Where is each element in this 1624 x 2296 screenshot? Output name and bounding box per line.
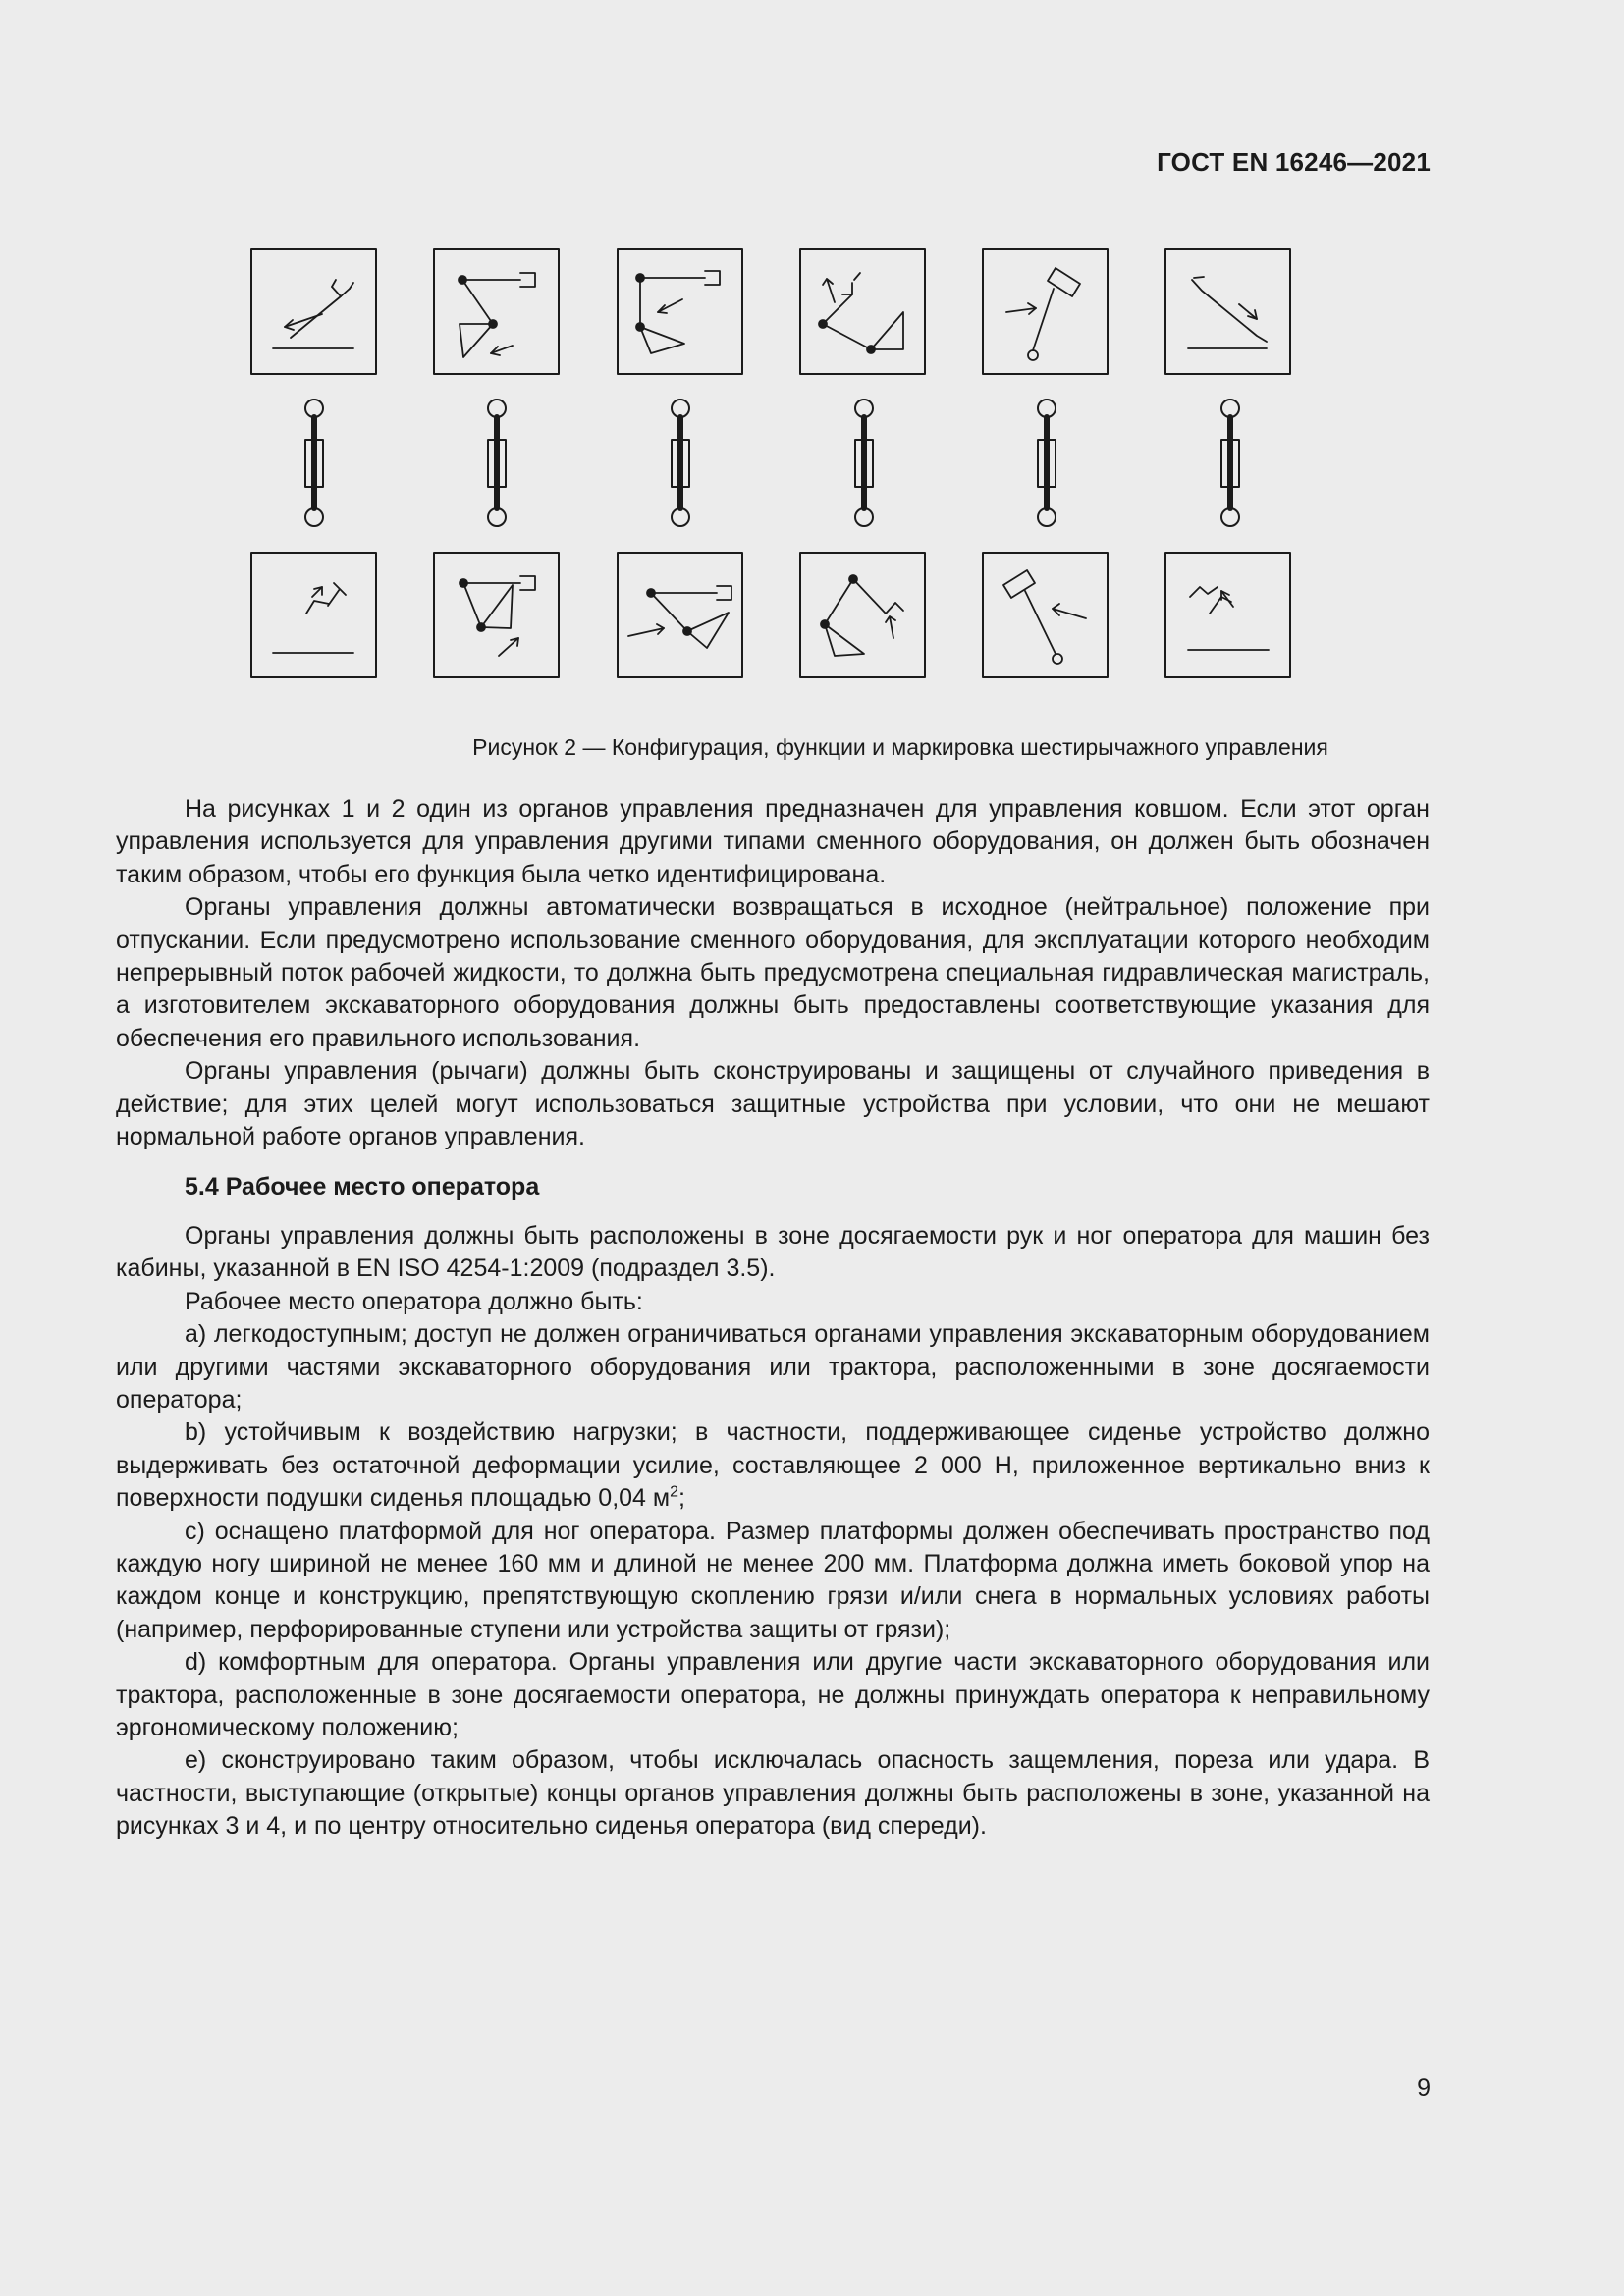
list-item-e: e) сконструировано таким образом, чтобы исключалась опасность защемления, пореза или удара. В частности, выступающие (открытые) концы органов управления должны быть расположены в зоне, указанной на рисунках 3 и 4, и по центру относительно сиденья оператора (вид спереди). <box>116 1746 1430 1841</box>
bottom-icon-6 <box>1165 553 1290 677</box>
top-icon-1 <box>251 249 376 374</box>
paragraph-3: Органы управления (рычаги) должны быть сконструированы и защищены от случайного приведения в действие; для этих целей могут использоваться защитные устройства при условии, что они не мешают нормальной работе органов управления. <box>116 1057 1430 1151</box>
bottom-icon-4 <box>800 553 925 677</box>
page-number: 9 <box>1417 2074 1431 2102</box>
top-icon-5 <box>983 249 1108 374</box>
figure-caption: Рисунок 2 — Конфигурация, функции и маркировка шестирычажного управления <box>472 734 1328 760</box>
lever-5 <box>1038 400 1056 526</box>
superscript: 2 <box>670 1483 678 1501</box>
lever-4 <box>855 400 873 526</box>
body-text <box>116 793 1430 1843</box>
section-intro: Органы управления должны быть расположены в зоне досягаемости рук и ног оператора для машин без кабины, указанной в EN ISO 4254-1:2009 (подраздел 3.5). <box>116 1221 1430 1283</box>
lever-2 <box>488 400 506 526</box>
list-item-b-text: b) устойчивым к воздействию нагрузки; в частности, поддерживающее сиденье устройство должно выдерживать без остаточной деформации усилие, составляющее 2 000 Н, приложенное вертикально вниз к поверхности подушки сиденья площадью 0,04 м <box>116 1418 1430 1513</box>
list-item-b <box>116 1416 1430 1515</box>
list-item-a: а) легкодоступным; доступ не должен ограничиваться органами управления экскаваторным оборудованием или другими частями экскаваторного оборудования или трактора, расположенными в зоне досягаемости оператора; <box>116 1320 1430 1414</box>
lever-6 <box>1221 400 1239 526</box>
paragraph-1: На рисунках 1 и 2 один из органов управления предназначен для управления ковшом. Если этот орган управления используется для управления другими типами сменного оборудования, он должен быть обозначен таким образом, чтобы его функция была четко идентифицирована. <box>116 795 1430 888</box>
bottom-icon-2 <box>434 553 559 677</box>
top-icon-4 <box>800 249 925 374</box>
bottom-icon-5 <box>983 553 1108 677</box>
lever-3 <box>672 400 689 526</box>
bottom-icon-3 <box>618 553 742 677</box>
list-item-c: c) оснащено платформой для ног оператора. Размер платформы должен обеспечивать пространство под каждую ногу шириной не менее 160 мм и длиной не менее 200 мм. Платформа должна иметь боковой упор на каждом конце и конструкцию, препятствующую скоплению грязи и/или снега в нормальных условиях работы (например, перфорированные ступени или устройства защиты от грязи); <box>116 1517 1430 1643</box>
list-item-b-tail: ; <box>677 1484 685 1513</box>
top-icon-2 <box>434 249 559 374</box>
bottom-icon-1 <box>251 553 376 677</box>
figure-six-lever-control <box>0 0 1624 726</box>
top-icon-6 <box>1165 249 1290 374</box>
list-item-d: d) комфортным для оператора. Органы управления или другие части экскаваторного оборудования или трактора, расположенные в зоне досягаемости оператора, не должны принуждать оператора к неправильному эргономическому положению; <box>116 1648 1430 1741</box>
standard-code-header: ГОСТ EN 16246—2021 <box>1157 147 1431 177</box>
lever-1 <box>305 400 323 526</box>
top-icon-3 <box>618 249 742 374</box>
section-title: 5.4 Рабочее место оператора <box>185 1173 540 1201</box>
list-lead: Рабочее место оператора должно быть: <box>185 1287 643 1315</box>
paragraph-2: Органы управления должны автоматически возвращаться в исходное (нейтральное) положение при отпускании. Если предусмотрено использование сменного оборудования, для эксплуатации которого необходим непрерывный поток рабочей жидкости, то должна быть предусмотрена специальная гидравлическая магистраль, а изготовителем экскаваторного оборудования должны быть предоставлены соответствующие указания для обеспечения его правильного использования. <box>116 893 1430 1052</box>
